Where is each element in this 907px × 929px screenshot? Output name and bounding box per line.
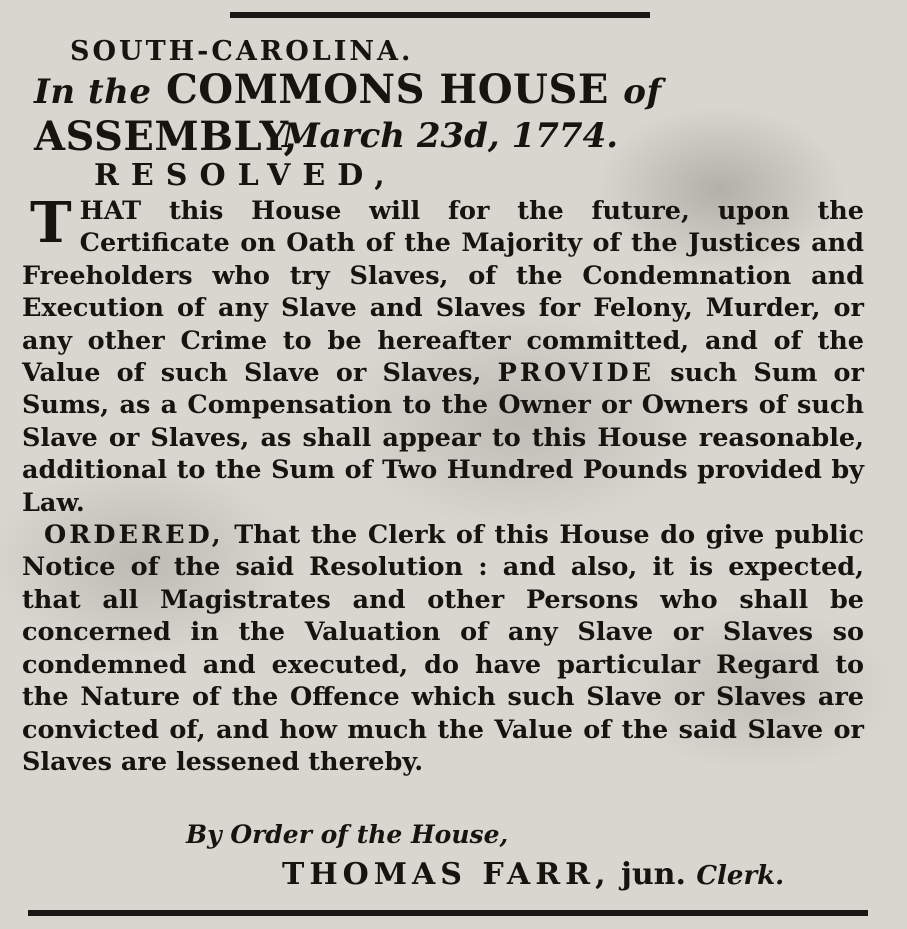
clerk-signature	[282, 857, 784, 892]
resolution-text-1: HAT this House will for the future, upon the Certificate on Oath of the Majority of the Justices and Freeholders who try Slaves, of the Condemnation and Execution of any Slave and Slaves for Felony, Murder, or any other Crime to be hereafter committed, and of the Value of such Slave or Slaves,	[22, 196, 864, 389]
state-heading: SOUTH-CAROLINA.	[70, 36, 414, 67]
clerk-title: Clerk.	[696, 861, 785, 891]
house-assembly: ASSEMBLY,	[34, 113, 298, 160]
resolved-heading: RESOLVED,	[94, 158, 397, 193]
ordered-word: ORDERED,	[44, 520, 224, 551]
resolution-body	[22, 190, 864, 778]
house-name: COMMONS HOUSE	[165, 66, 609, 113]
ordered-paragraph	[22, 519, 864, 778]
resolution-text-2: such Sum or Sums, as a Compensation to the Owner or Owners of such Slave or Slaves, as shall appear to this House reasonable, additional to the Sum of Two Hundred Pounds provided by Law.	[22, 358, 864, 518]
top-rule	[230, 12, 650, 18]
by-order-line: By Order of the House,	[186, 820, 509, 849]
clerk-name: THOMAS FARR,	[282, 857, 611, 892]
drop-cap: T	[30, 190, 72, 256]
bottom-rule	[28, 910, 868, 916]
resolution-paragraph	[22, 190, 864, 519]
house-of: of	[623, 72, 662, 112]
clerk-suffix: jun.	[620, 857, 686, 892]
date-line: March 23d, 1774.	[282, 116, 619, 156]
house-prefix: In the	[34, 72, 152, 112]
ordered-text: That the Clerk of this House do give public Notice of the said Resolution : and also, it is expected, that all Magistrates and other Persons who shall be concerned in the Valuation of any Slave or Slaves so condemned and executed, do have particular Regard to the Nature of the Offence which such Slave or Slaves are convicted of, and how much the Value of the said Slave or Slaves are lessened thereby.	[22, 520, 864, 777]
provide-word: PROVIDE	[497, 358, 655, 389]
